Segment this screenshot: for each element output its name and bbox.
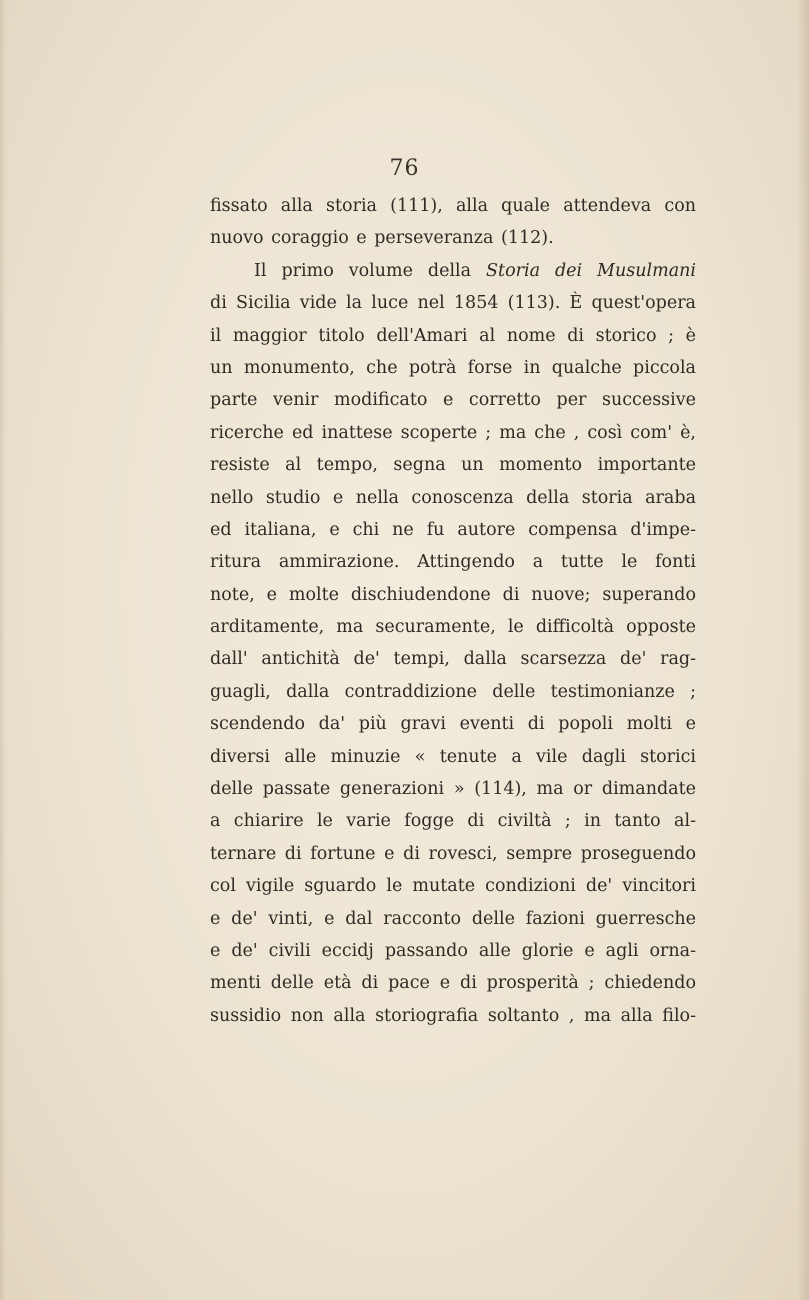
text-line-1: fissato alla storia (111), alla quale attendeva con	[210, 196, 696, 216]
text-line-15: dall' antichità de' tempi, dalla scarsezza de' rag-	[210, 649, 696, 670]
text-line-23: e de' vinti, e dal racconto delle fazioni guerresche	[210, 908, 696, 929]
text-line-10: nello studio e nella conoscenza della storia araba	[210, 487, 696, 508]
text-line-17: scendendo da' più gravi eventi di popoli molti e	[210, 714, 696, 735]
text-line-22: col vigile sguardo le mutate condizioni de' vincitori	[210, 876, 696, 897]
text-line-25: menti delle età di pace e di prosperità ; chiedendo	[210, 973, 696, 994]
text-line-21: ternare di fortune e di rovesci, sempre proseguendo	[210, 843, 696, 864]
text-line-13: note, e molte dischiudendone di nuove; superando	[210, 584, 696, 605]
paragraph-2-first-line	[210, 255, 696, 287]
text-line-16: guagli, dalla contraddizione delle testimonianze ;	[210, 681, 696, 702]
text-line-11: ed italiana, e chi ne fu autore compensa d'impe-	[210, 519, 696, 540]
text-line-14: arditamente, ma securamente, le difficoltà opposte	[210, 617, 696, 638]
text-line-9: resiste al tempo, segna un momento importante	[210, 455, 696, 476]
text-line-4: di Sicilia vide la luce nel 1854 (113). È quest'opera	[210, 293, 696, 314]
text-line-2: nuovo coraggio e perseveranza (112).	[210, 228, 554, 249]
book-title-italic: Storia dei Musulmani	[486, 260, 696, 281]
text-line-7: parte venir modificato e corretto per successive	[210, 390, 696, 411]
body-text	[210, 190, 696, 1032]
page-left-shadow	[0, 0, 6, 1300]
text-line-6: un monumento, che potrà forse in qualche piccola	[210, 357, 696, 378]
text-line-20: a chiarire le varie fogge di civiltà ; in tanto al-	[210, 811, 696, 832]
page-right-shadow	[797, 0, 809, 1300]
paragraph-2-lead: Il primo volume della	[254, 260, 487, 281]
text-line-18: diversi alle minuzie « tenute a vile dagli storici	[210, 746, 696, 767]
text-line-19: delle passate generazioni » (114), ma or dimandate	[210, 779, 696, 800]
text-line-5: il maggior titolo dell'Amari al nome di storico ; è	[210, 325, 696, 346]
text-line-8: ricerche ed inattese scoperte ; ma che , così com' è,	[210, 422, 696, 443]
text-line-12: ritura ammirazione. Attingendo a tutte le fonti	[210, 552, 696, 573]
text-line-26: sussidio non alla storiografia soltanto , ma alla filo-	[210, 1005, 696, 1026]
text-line-24: e de' civili eccidj passando alle glorie e agli orna-	[210, 940, 696, 961]
page-number: 76	[389, 156, 420, 181]
